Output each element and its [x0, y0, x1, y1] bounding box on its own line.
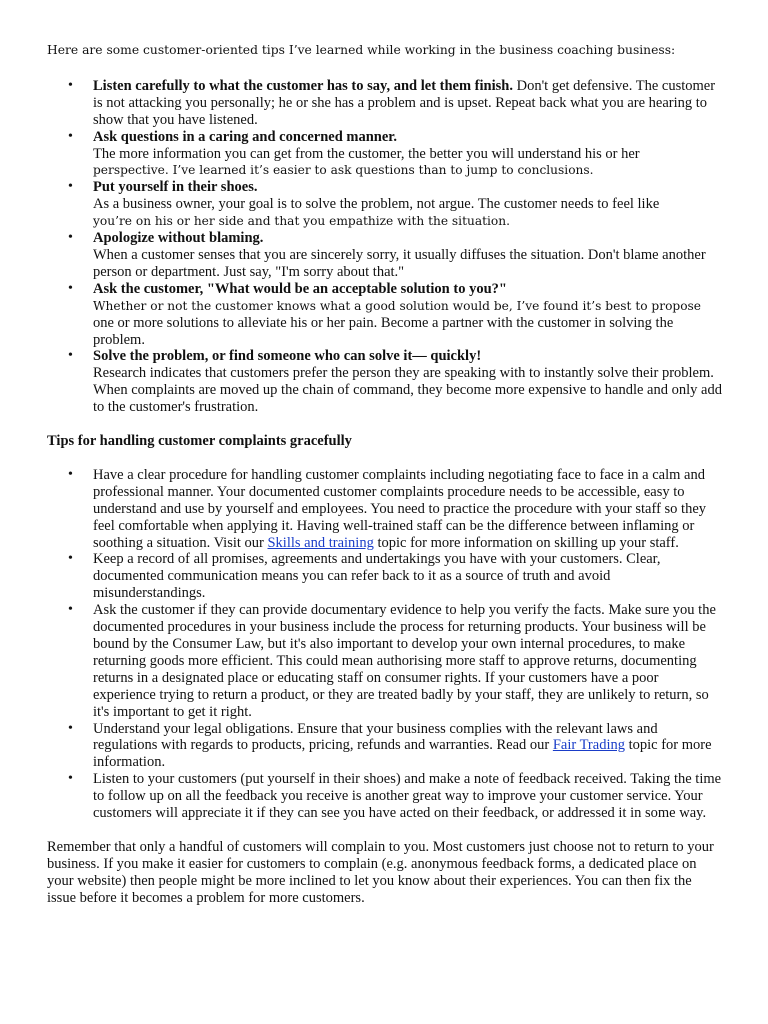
complaint-text: Ask the customer if they can provide documentary evidence to help you verify the facts. Make sure you the documented procedures in your business include the process for returning products. Your business will be bound by the Consumer Law, but it's also important to develop your own internal procedures, to make returning goods more efficient. This could mean authorising more staff to approve returns, documenting returns in a designated place or educating staff on consumer rights. If your customers have a poor experience trying to return a product, or they are treated badly by your staff, they are unlikely to return, so it's important to get it right. — [93, 602, 716, 720]
tip-body: Research indicates that customers prefer the person they are speaking with to instantly solve their problem. When complaints are moved up the chain of command, they become more expensive to handle and only add to the customer's frustration. — [93, 365, 722, 416]
complaint-text: Listen to your customers (put yourself in their shoes) and make a note of feedback received. Taking the time to follow up on all the feedback you receive is another great way to improve your customer service. Your customers will appreciate it if they can see you have acted on their feedback, or addressed it in some way. — [93, 771, 722, 822]
section-heading: Tips for handling customer complaints gracefully — [47, 433, 352, 450]
tip-body: you’re on his or her side and that you empathize with the situation. — [93, 214, 510, 229]
complaints-list — [47, 467, 722, 822]
list-item — [47, 348, 722, 416]
tip-title: Ask the customer, "What would be an acceptable solution to you?" — [93, 280, 507, 297]
list-item — [47, 771, 722, 822]
tip-body: Don't get defensive. The customer is not attacking you personally; he or she has a problem and is upset. Repeat back what you are hearing to show that you have listened. — [93, 77, 716, 128]
list-item — [47, 467, 722, 552]
fair-trading-link[interactable]: Fair Trading — [552, 737, 625, 754]
tip-title: Solve the problem, or find someone who can solve it— quickly! — [93, 348, 482, 365]
list-item — [47, 602, 722, 720]
tip-title: Listen carefully to what the customer has to say, and let them finish. — [93, 77, 513, 94]
complaint-text: Have a clear procedure for handling customer complaints including negotiating face to face in a calm and professional manner. Your documented customer complaints procedure needs to be accessible, easy to understand and use by yourself and employees. You need to practice the procedure with your staff so they feel comfortable when applying it. Having well-trained staff can be the difference between inflaming or soothing a situation. Visit our — [93, 466, 707, 551]
tip-title: Put yourself in their shoes. — [93, 179, 258, 196]
list-item — [47, 721, 722, 772]
list-item — [47, 179, 722, 230]
complaint-text: topic for more information on skilling up your staff. — [373, 534, 679, 551]
tip-title: Ask questions in a caring and concerned manner. — [93, 128, 398, 145]
list-item — [47, 551, 722, 602]
complaint-text: Keep a record of all promises, agreements and undertakings you have with your customers. Clear, documented communication means you can refer back to it as a source of truth and avoid misunderstandings. — [93, 551, 661, 602]
tips-list — [47, 78, 722, 416]
tip-body: perspective. I’ve learned it’s easier to ask questions than to jump to conclusions. — [93, 163, 594, 178]
intro-text: Here are some customer-oriented tips I’ve learned while working in the business coaching business: — [47, 43, 676, 57]
closing-paragraph: Remember that only a handful of customers will complain to you. Most customers just choose not to return to your business. If you make it easier for customers to complain (e.g. anonymous feedback forms, a dedicated place on your website) then people might be more inclined to let you know about their experiences. You can then fix the issue before it becomes a problem for more customers. — [47, 838, 714, 906]
list-item — [47, 129, 722, 180]
list-item — [47, 78, 722, 129]
tip-body: Whether or not the customer knows what a good solution would be, I’ve found it’s best to propose — [93, 298, 702, 313]
skills-and-training-link[interactable]: Skills and training — [267, 534, 374, 551]
list-item — [47, 281, 722, 349]
tip-body: When a customer senses that you are sincerely sorry, it usually diffuses the situation. Don't blame another person or department. Just say, "I'm sorry about that." — [93, 246, 706, 280]
list-item — [47, 230, 722, 281]
tip-body: one or more solutions to alleviate his or her pain. Become a partner with the customer in solving the problem. — [93, 314, 674, 348]
tip-body: The more information you can get from the customer, the better you will understand his or her — [93, 145, 640, 162]
complaint-text: topic for more information. — [93, 737, 712, 771]
tip-body: As a business owner, your goal is to solve the problem, not argue. The customer needs to feel like — [93, 196, 660, 213]
tip-title: Apologize without blaming. — [93, 230, 264, 247]
complaint-text: Understand your legal obligations. Ensure that your business complies with the relevant laws and regulations with regards to products, pricing, refunds and warranties. Read our — [93, 720, 658, 754]
